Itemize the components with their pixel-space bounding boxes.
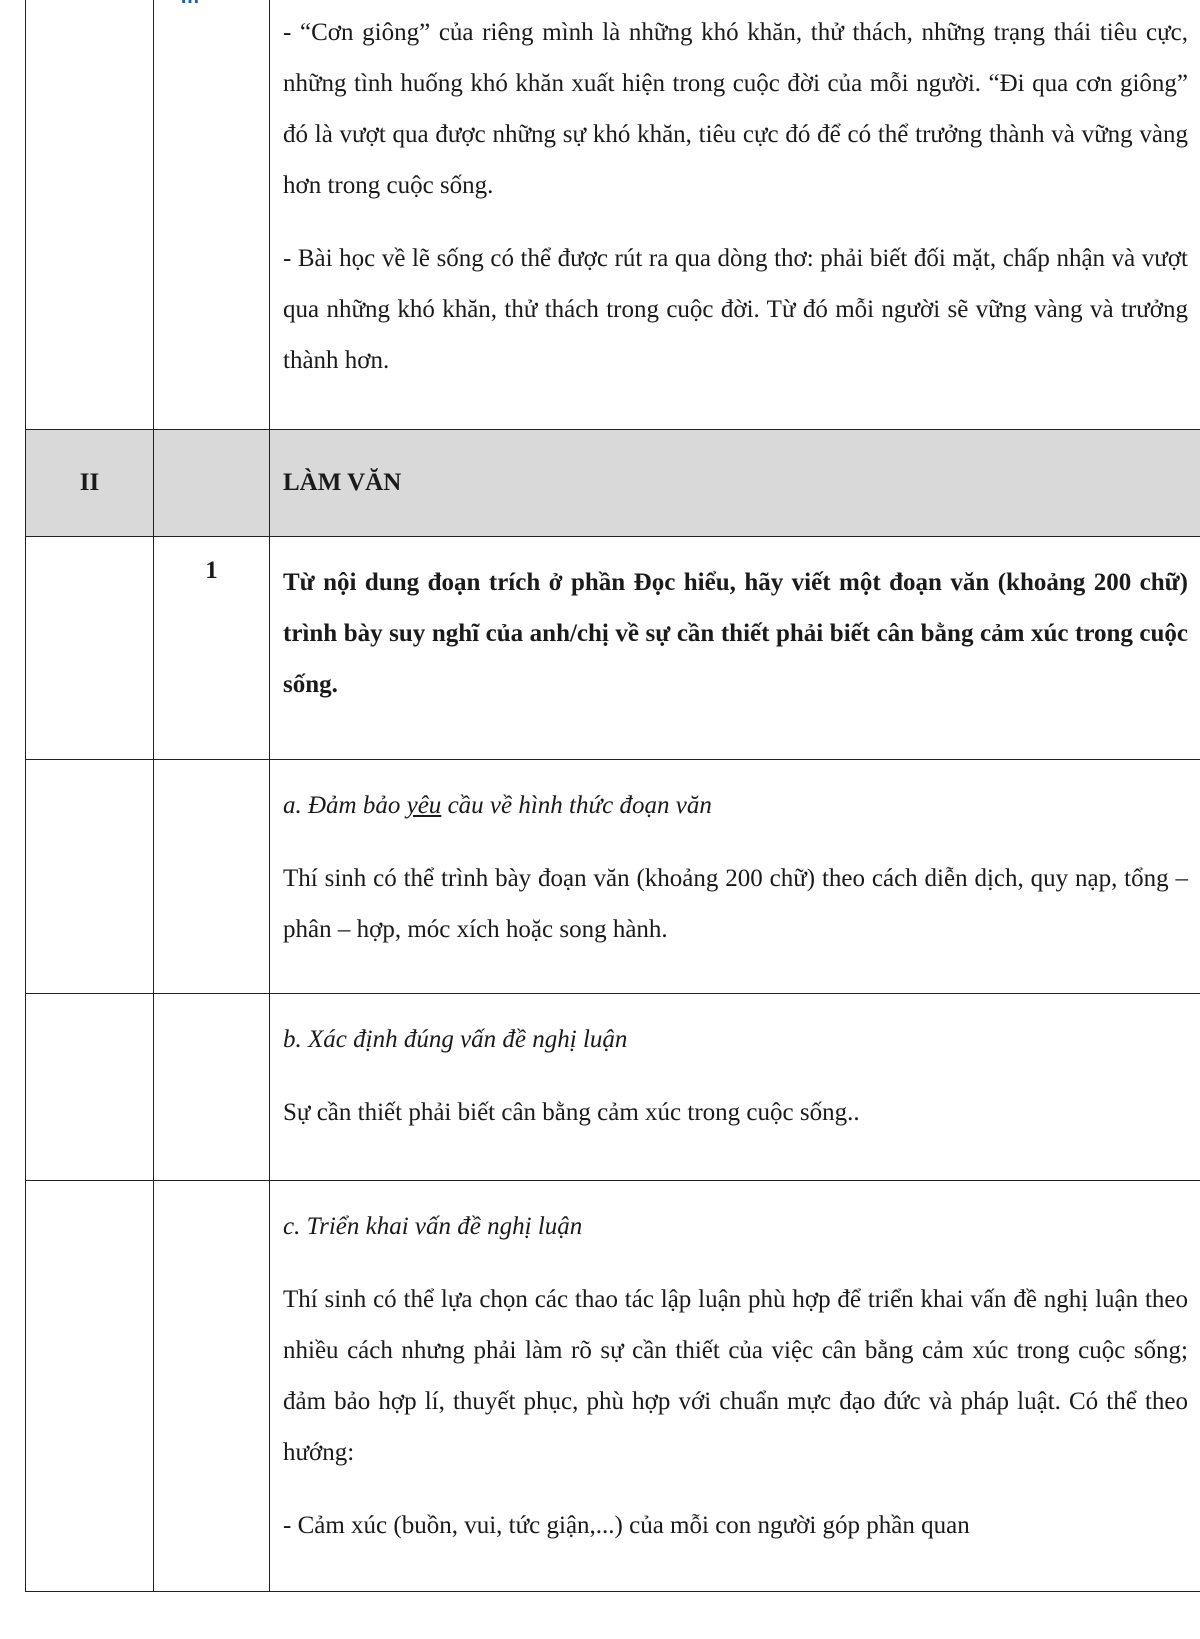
- question-text: Từ nội dung đoạn trích ở phần Đọc hiểu, hãy viết một đoạn văn (khoảng 200 chữ) trình bày suy nghĩ của anh/chị về sự cần thiết phải biết cân bằng cảm xúc trong cuộc sống.: [283, 569, 1188, 698]
- content-cell: [270, 1181, 1200, 1592]
- question-number-cell: [154, 0, 270, 430]
- table-row: [26, 0, 1200, 430]
- content-cell: [270, 760, 1200, 994]
- question-number-cell: [154, 1181, 270, 1592]
- section-roman: II: [26, 430, 154, 537]
- content-cell: [270, 0, 1200, 430]
- section-cell: [26, 994, 154, 1181]
- content-cell: [270, 537, 1200, 760]
- answer-paragraph: - “Cơn giông” của riêng mình là những khó khăn, thử thách, những trạng thái tiêu cực, những tình huống khó khăn xuất hiện trong cuộc đời của mỗi người. “Đi qua cơn giông” đó là vượt qua được những sự khó khăn, tiêu cực đó để có thể trưởng thành và vững vàng hơn trong cuộc sống.: [283, 19, 1188, 199]
- section-cell: [26, 1181, 154, 1592]
- question-number-cell: [154, 760, 270, 994]
- table-row: [26, 994, 1200, 1181]
- table-row: [26, 1181, 1200, 1592]
- criterion-heading: b. Xác định đúng vấn đề nghị luận: [283, 1026, 628, 1053]
- question-number: 1: [154, 537, 270, 760]
- criterion-body: Thí sinh có thể lựa chọn các thao tác lập luận phù hợp để triển khai vấn đề nghị luận theo nhiều cách nhưng phải làm rõ sự cần thiết của việc cân bằng cảm xúc trong cuộc sống; đảm bảo hợp lí, thuyết phục, phù hợp với chuẩn mực đạo đức và pháp luật. Có thể theo hướng:: [283, 1286, 1188, 1466]
- section-title: LÀM VĂN: [270, 430, 1200, 537]
- answer-table: [25, 0, 1200, 1592]
- content-cell: [270, 994, 1200, 1181]
- section-cell: [26, 760, 154, 994]
- criterion-heading: a. Đảm bảo yêu cầu về hình thức đoạn văn: [283, 792, 712, 819]
- section-cell: [26, 537, 154, 760]
- section-cell: [26, 0, 154, 430]
- table-row: [26, 760, 1200, 994]
- question-number-cell: [154, 430, 270, 537]
- criterion-body: Sự cần thiết phải biết cân bằng cảm xúc trong cuộc sống..: [283, 1099, 860, 1126]
- criterion-body: - Cảm xúc (buồn, vui, tức giận,...) của mỗi con người góp phần quan: [283, 1512, 970, 1539]
- answer-paragraph: - Bài học về lẽ sống có thể được rút ra qua dòng thơ: phải biết đối mặt, chấp nhận và vượt qua những khó khăn, thử thách trong cuộc đời. Từ đó mỗi người sẽ vững vàng và trưởng thành hơn.: [283, 245, 1188, 374]
- table-row: [26, 537, 1200, 760]
- criterion-body: Thí sinh có thể trình bày đoạn văn (khoảng 200 chữ) theo cách diễn dịch, quy nạp, tổng – phân – hợp, móc xích hoặc song hành.: [283, 865, 1188, 943]
- section-header-row: [26, 430, 1200, 537]
- criterion-heading: c. Triển khai vấn đề nghị luận: [283, 1213, 583, 1240]
- question-number-cell: [154, 994, 270, 1181]
